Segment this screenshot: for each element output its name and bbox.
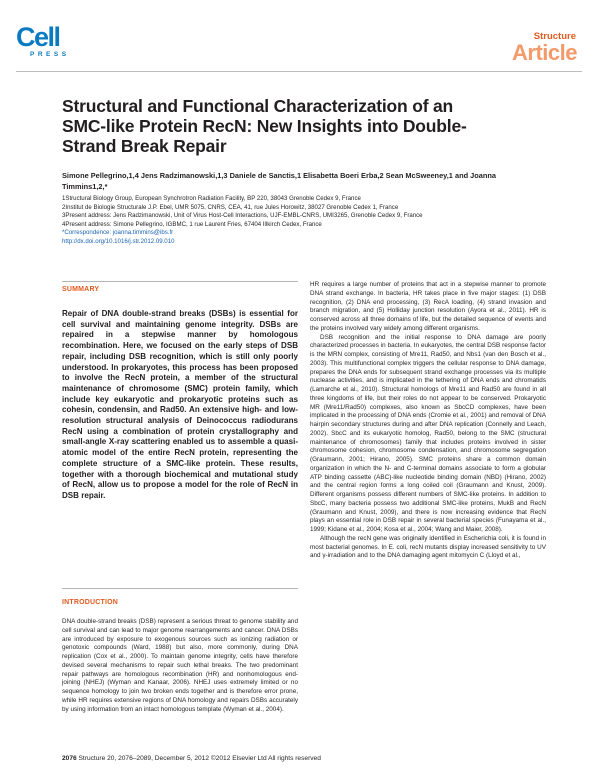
introduction-text — [62, 618, 298, 714]
affiliation-3: 3Present address: Jens Radzimanowski, Unit of Virus Host-Cell Interactions, UJF-EMBL-CNRS, UMI3265, Grenoble Cedex 9, France — [62, 212, 423, 220]
affiliation-2: 2Institut de Biologie Structurale J.P. Ebel, UMR 5075, CNRS, CEA, 41, rue Jules Horowitz, 38027 Grenoble Cedex 1, France — [62, 203, 399, 211]
affiliation-4: 4Present address: Simone Pellegrino, IGBMC, 1 rue Laurent Fries, 67404 Illkirch Cedex, France — [62, 220, 322, 228]
intro-paragraph: DNA double-strand breaks (DSB) represent a serious threat to genome stability and cell survival and can lead to major genome rearrangements and cancer. DNA DSBs are introduced by exposure to exogenous sources such as ionizing radiation or genotoxic compounds (Ward, 1988) but also, more commonly, during DNA replication (Cox et al., 2000). To maintain genome integrity, cells have therefore devised several mechanisms to repair such lethal breaks. The two predominant repair pathways are homologous recombination (HR) and nonhomologous end-joining (NHEJ) (Wyman and Kanaar, 2006). NHEJ uses extremely limited or no sequence homology to join two broken ends together and is therefore error prone, while HR requires extensive regions of DNA homology and repairs DSBs accurately by using information from an intact homologous template (Wyman et al., 2004). — [62, 618, 298, 713]
affiliation-1: 1Structural Biology Group, European Synchrotron Radiation Facility, BP 220, 38043 Grenoble Cedex 9, France — [62, 195, 361, 202]
affiliations — [62, 195, 562, 247]
body-paragraph-2: DSB recognition and the initial response to DNA damage are poorly characterized processes in bacteria. In eukaryotes, the central DSB response factor is the MRN complex, consisting of Mre11, Rad50, and Nbs1 (van den Bosch et al., 2003). This multifunctional complex triggers the cellular response to DNA damage, prepares the DNA ends for subsequent strand exchange processes via its multiple nuclease activities, and is implicated in the tethering of DNA ends and chromatids (Lamarche et al., 2010). Structural homologs of Mre11 and Rad50 are found in all three kingdoms of life, but their roles do not appear to be conserved. Prokaryotic MR (Mre11/Rad50) complexes, also known as SbcCD complexes, have been implicated in the processing of DNA ends (Cromie et al., 2001) and removal of DNA hairpin secondary structures during and after DNA replication (Connelly and Leach, 2002). SbcC and its eukaryotic homolog, Rad50, belong to the SMC (structural maintenance of chromosomes) family that includes proteins involved in sister chromosome cohesion, chromosome condensation, and chromosome segregation (Graumann, 2001; Hirano, 2005). SMC proteins share a common domain organization in which the N- and C-terminal domains associate to form a globular ATP binding cassette (ABC)-like nucleotide binding domain (NBD) (Hirano, 2002) and the central region forms a long coiled coil (Graumann and Knust, 2009). Different organisms possess different numbers of SMC-like proteins. In addition to SbcC, many bacteria possess two additional SMC-like proteins, MukB and RecN (Graumann and Knust, 2009), and there is now increasing evidence that RecN plays an essential role in DSB repair in several bacterial species (Funayama et al., 1999; Kidane et al., 2004; Kosa et al., 2004; Wang and Maier, 2008). — [310, 333, 546, 533]
footer-citation: Structure 20, 2076–2089, December 5, 2012 ©2012 Elsevier Ltd All rights reserved — [78, 755, 321, 762]
introduction-heading: INTRODUCTION — [62, 599, 119, 606]
page-number: 2076 — [62, 755, 77, 762]
cell-press-logo — [16, 22, 70, 66]
page-footer — [62, 755, 321, 762]
body-paragraph-3: Although the recN gene was originally identified in Escherichia coli, it is found in most bacterial genomes. In E. coli, recN mutants display increased sensitivity to UV and γ-irradiation and to the DNA damaging agent mitomycin C (Lloyd et al., — [310, 534, 546, 560]
body-paragraph-1: HR requires a large number of proteins that act in a stepwise manner to promote DNA strand exchange. In bacteria, HR takes place in five major stages: (1) DSB recognition, (2) DNA end processing, (3) RecA loading, (4) strand invasion and branch migration, and (5) Holliday junction resolution (Ayora et al., 2011). HR is conserved across all three domains of life, but the detailed sequence of events and the proteins involved vary widely among different organisms. — [310, 281, 546, 332]
logo-text: Cell — [16, 22, 60, 52]
summary-top-rule — [62, 281, 298, 282]
journal-name: Structure — [533, 31, 576, 42]
article-type: Article — [512, 40, 577, 65]
header-divider — [16, 71, 582, 72]
right-column-text — [310, 281, 546, 561]
doi-link[interactable]: http://dx.doi.org/10.1016/j.str.2012.09.010 — [62, 237, 175, 245]
intro-top-rule — [62, 588, 298, 589]
summary-text: Repair of DNA double-strand breaks (DSBs) is essential for cell survival and maintaining genome integrity. DSBs are repaired in a stepwise manner by homologous recombination. Here, we focused on the early steps of DSB repair, including DSB recognition, which is still only poorly understood. In prokaryotes, this process has been proposed to involve the RecN protein, a member of the structural maintenance of chromosome (SMC) protein family, which include key eukaryotic and prokaryotic proteins such as cohesin, condensin, and Rad50. An extensive high- and low-resolution structural analysis of Deinococcus radiodurans RecN using a combination of protein crystallography and small-angle X-ray scattering enabled us to assemble a quasi-atomic model of the entire RecN protein, representing the complete structure of a SMC-like protein. These results, together with a thorough biochemical and mutational study of RecN, allow us to propose a model for the role of RecN in DSB repair. — [62, 309, 298, 500]
correspondence-email[interactable]: *Correspondence: joanna.timmins@ibs.fr — [62, 229, 174, 237]
author-list: Simone Pellegrino,1,4 Jens Radzimanowski,1,3 Daniele de Sanctis,1 Elisabetta Boeri Erba,2 Sean McSweeney,1 and Joanna Timmins1,2,* — [62, 171, 497, 191]
article-title: Structural and Functional Characterization of an SMC-like Protein RecN: New Insights into Double-Strand Break Repair — [62, 96, 467, 156]
logo-subtext: PRESS — [30, 51, 70, 58]
summary-heading: SUMMARY — [62, 286, 100, 293]
